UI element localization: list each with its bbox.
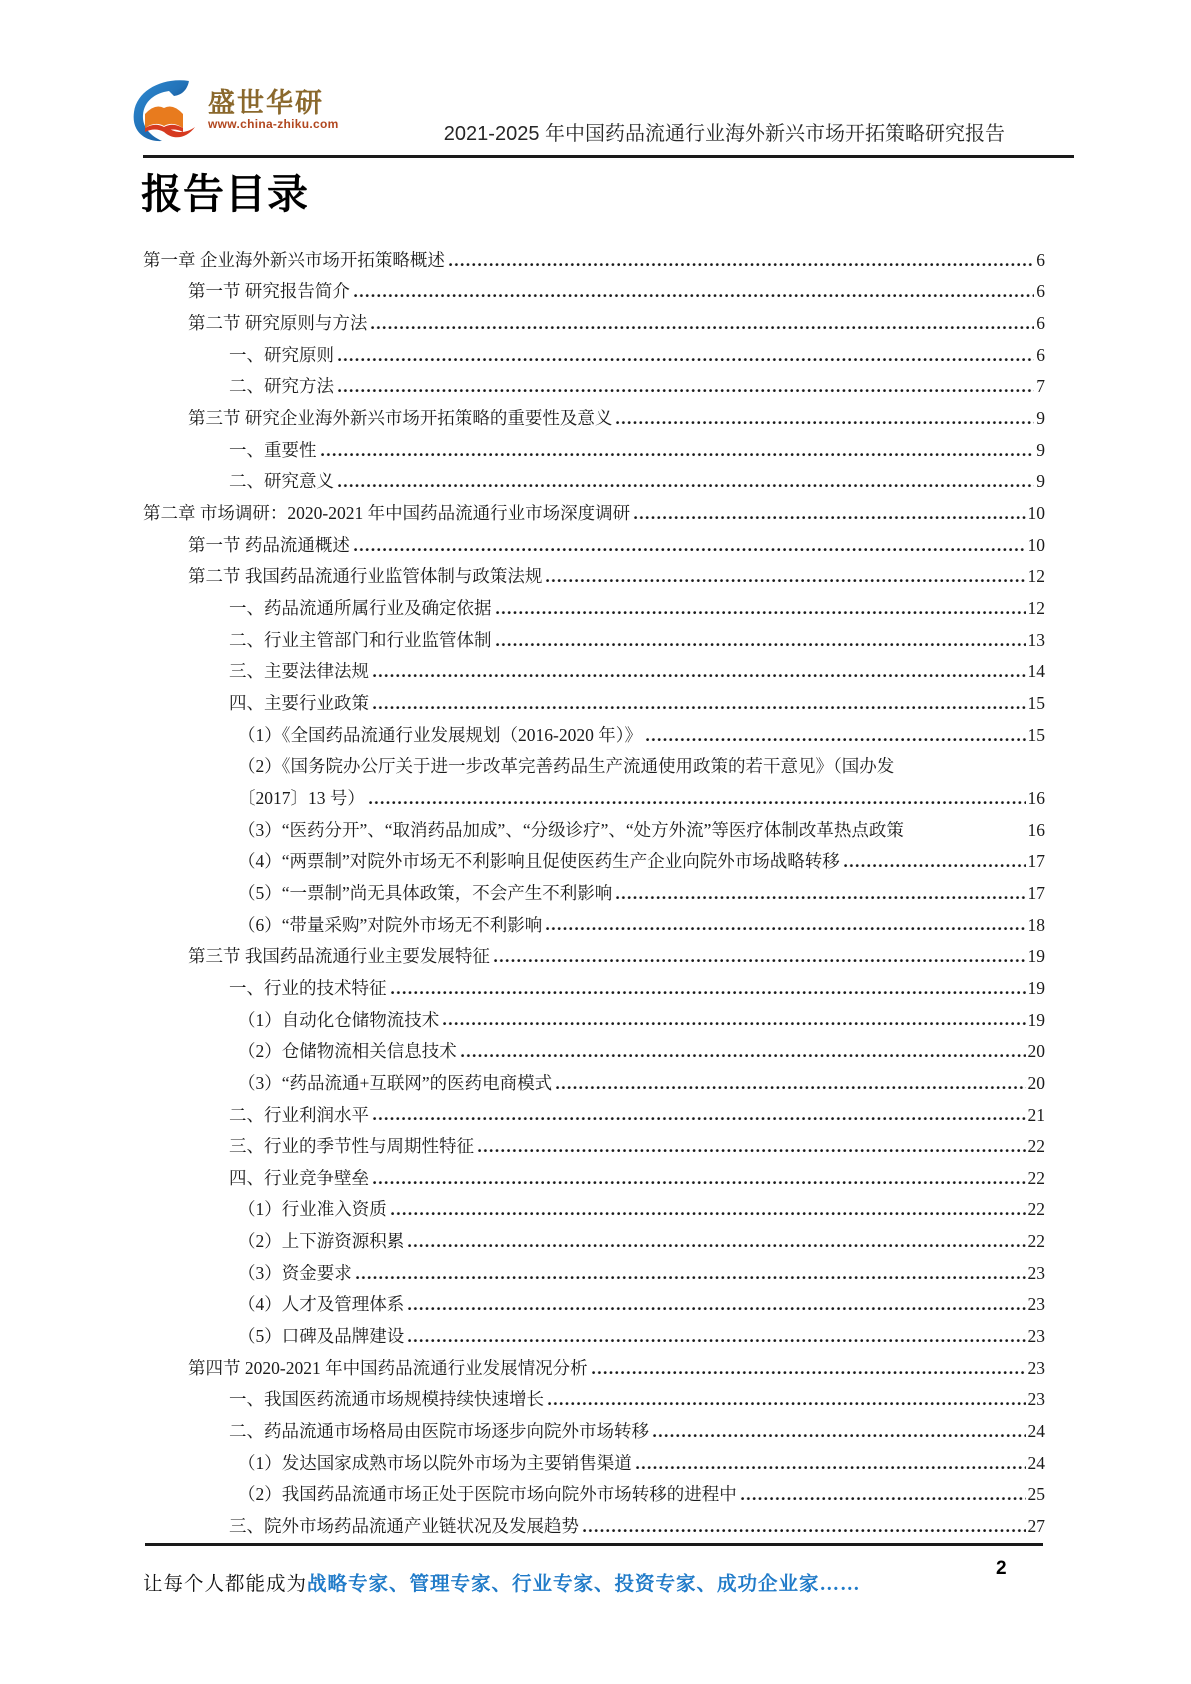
brand-url: www.china-zhiku.com bbox=[208, 116, 339, 131]
toc-page-number: 24 bbox=[1027, 1421, 1045, 1442]
toc-page-number: 9 bbox=[1036, 439, 1045, 460]
toc-page-number: 23 bbox=[1027, 1357, 1045, 1378]
toc-page-number: 17 bbox=[1027, 882, 1045, 903]
toc-entry-label: （3）资金要求 bbox=[238, 1262, 352, 1283]
toc-entry-label: （2）上下游资源积累 bbox=[238, 1231, 405, 1252]
toc-page-number: 6 bbox=[1036, 344, 1045, 365]
toc-leader-dots bbox=[356, 1276, 1026, 1280]
toc-entry bbox=[143, 1095, 1045, 1127]
toc-entry bbox=[143, 1411, 1045, 1443]
toc-entry bbox=[143, 557, 1045, 589]
toc-leader-dots bbox=[636, 1466, 1026, 1470]
footer-slogan-prefix: 让每个人都能成为 bbox=[143, 1574, 308, 1595]
toc-page-number: 20 bbox=[1027, 1072, 1045, 1093]
toc-entry bbox=[143, 1348, 1045, 1380]
toc-page-number: 6 bbox=[1036, 313, 1045, 334]
toc-entry bbox=[143, 936, 1045, 968]
toc-leader-dots bbox=[646, 738, 1026, 742]
toc-entry bbox=[143, 493, 1045, 525]
toc-page-number: 9 bbox=[1036, 471, 1045, 492]
toc-page-number: 6 bbox=[1036, 281, 1045, 302]
toc-entry-label: 第二节 我国药品流通行业监管体制与政策法规 bbox=[188, 566, 543, 587]
toc-entry bbox=[143, 810, 1045, 842]
toc-entry-label: 一、研究原则 bbox=[229, 344, 334, 365]
toc-entry-label: 一、重要性 bbox=[229, 439, 317, 460]
toc-entry-label: （2）仓储物流相关信息技术 bbox=[238, 1041, 457, 1062]
toc-leader-dots bbox=[494, 959, 1026, 963]
toc-entry-label: 第一节 药品流通概述 bbox=[188, 534, 350, 555]
toc-leader-dots bbox=[408, 1244, 1025, 1248]
toc-entry-label: （3）“医药分开”、“取消药品加成”、“分级诊疗”、“处方外流”等医疗体制改革热点政策 bbox=[238, 819, 904, 840]
toc-leader-dots bbox=[373, 1117, 1026, 1121]
toc-entry-label: （5）口碑及品牌建设 bbox=[238, 1326, 405, 1347]
toc-page-number: 6 bbox=[1036, 249, 1045, 270]
toc-entry bbox=[143, 841, 1045, 873]
toc-leader-dots bbox=[373, 1181, 1026, 1185]
toc-page-number: 23 bbox=[1027, 1389, 1045, 1410]
toc-entry-label: 三、院外市场药品流通产业链状况及发展趋势 bbox=[229, 1516, 579, 1537]
toc-leader-dots bbox=[338, 484, 1034, 488]
toc-entry-label: 第二章 市场调研：2020-2021 年中国药品流通行业市场深度调研 bbox=[143, 503, 631, 524]
toc-entry bbox=[143, 683, 1045, 715]
toc-page-number: 23 bbox=[1027, 1262, 1045, 1283]
toc-entry bbox=[143, 303, 1045, 335]
toc-entry-label: （6）“带量采购”对院外市场无不利影响 bbox=[238, 914, 543, 935]
toc-leader-dots bbox=[461, 1054, 1026, 1058]
toc-entry-label: 第一章 企业海外新兴市场开拓策略概述 bbox=[143, 249, 445, 270]
brand-name: 盛世华研 bbox=[208, 88, 324, 119]
toc-leader-dots bbox=[371, 326, 1034, 330]
footer-page-number: 2 bbox=[996, 1558, 1007, 1579]
toc-entry-label: 四、主要行业政策 bbox=[229, 692, 369, 713]
toc-leader-dots bbox=[844, 864, 1026, 868]
toc-entry bbox=[143, 398, 1045, 430]
page-title: 报告目录 bbox=[141, 171, 309, 217]
toc-entry-label: 一、药品流通所属行业及确定依据 bbox=[229, 598, 492, 618]
toc-entry bbox=[143, 335, 1045, 367]
toc-entry-label: 三、行业的季节性与周期性特征 bbox=[229, 1136, 474, 1157]
toc-entry bbox=[143, 1253, 1045, 1285]
toc-entry bbox=[143, 1221, 1045, 1253]
toc-page-number: 17 bbox=[1027, 851, 1045, 872]
toc-entry bbox=[143, 1285, 1045, 1317]
toc-page-number: 27 bbox=[1027, 1516, 1045, 1537]
toc-page-number: 12 bbox=[1027, 566, 1045, 587]
toc-entry-label: （1）自动化仓储物流技术 bbox=[238, 1009, 440, 1030]
toc-page-number: 12 bbox=[1027, 598, 1045, 618]
toc-entry-label: 第二节 研究原则与方法 bbox=[188, 313, 368, 334]
toc-entry-label: 二、药品流通市场格局由医院市场逐步向院外市场转移 bbox=[229, 1421, 649, 1442]
toc-page-number: 14 bbox=[1027, 661, 1045, 682]
toc-entry bbox=[143, 430, 1045, 462]
toc-page-number: 9 bbox=[1036, 408, 1045, 429]
toc-leader-dots bbox=[449, 263, 1034, 267]
toc-entry bbox=[143, 272, 1045, 304]
toc-entry bbox=[143, 968, 1045, 1000]
toc-entry bbox=[143, 905, 1045, 937]
toc-entry-label: （3）“药品流通+互联网”的医药电商模式 bbox=[238, 1072, 553, 1093]
report-title: 2021-2025 年中国药品流通行业海外新兴市场开拓策略研究报告 bbox=[443, 123, 1005, 145]
footer-slogan-highlight: 战略专家、管理专家、行业专家、投资专家、成功企业家…… bbox=[307, 1574, 861, 1595]
toc-leader-dots bbox=[443, 1022, 1025, 1026]
toc-leader-dots bbox=[354, 294, 1034, 298]
toc-entry-label: 二、研究意义 bbox=[229, 471, 334, 492]
toc-leader-dots bbox=[496, 611, 1026, 615]
toc-page-number: 19 bbox=[1027, 977, 1045, 998]
toc-leader-dots bbox=[496, 643, 1026, 647]
toc-page-number: 16 bbox=[1027, 819, 1045, 840]
toc-entry-label: 四、行业竞争壁垒 bbox=[229, 1167, 369, 1188]
toc-page-number: 15 bbox=[1027, 692, 1045, 713]
toc-page-number: 22 bbox=[1027, 1167, 1045, 1188]
toc-page-number: 23 bbox=[1027, 1294, 1045, 1315]
toc-leader-dots bbox=[583, 1529, 1026, 1533]
toc-entry-label: （4）人才及管理体系 bbox=[238, 1294, 405, 1315]
toc-entry-label: （5）“一票制”尚无具体政策，不会产生不利影响 bbox=[238, 882, 613, 903]
toc-entry bbox=[143, 240, 1045, 272]
toc-page-number: 24 bbox=[1027, 1452, 1045, 1473]
toc-entry bbox=[143, 1158, 1045, 1190]
toc-leader-dots bbox=[546, 927, 1025, 931]
toc-leader-dots bbox=[338, 389, 1034, 393]
toc-entry-label: 二、行业利润水平 bbox=[229, 1104, 369, 1125]
toc-entry bbox=[143, 620, 1045, 652]
toc-leader-dots bbox=[616, 421, 1034, 425]
toc-entry bbox=[143, 778, 1045, 810]
toc-entry bbox=[143, 1380, 1045, 1412]
toc-entry bbox=[143, 1316, 1045, 1348]
toc-entry bbox=[143, 715, 1045, 747]
toc-page-number: 13 bbox=[1027, 629, 1045, 650]
toc-entry bbox=[143, 462, 1045, 494]
toc-entry-label: 第四节 2020-2021 年中国药品流通行业发展情况分析 bbox=[188, 1357, 588, 1378]
toc-page-number: 25 bbox=[1027, 1484, 1045, 1505]
toc-page-number: 18 bbox=[1027, 914, 1045, 935]
toc-entry bbox=[143, 1506, 1045, 1538]
toc-leader-dots bbox=[592, 1371, 1026, 1375]
toc-page-number: 15 bbox=[1027, 724, 1045, 745]
toc-leader-dots bbox=[616, 896, 1025, 900]
toc-leader-space bbox=[908, 832, 1026, 836]
toc-leader-dots bbox=[373, 674, 1026, 678]
toc-entry bbox=[143, 1443, 1045, 1475]
toc-entry-label: （1）行业准入资质 bbox=[238, 1199, 387, 1220]
toc-entry bbox=[143, 1475, 1045, 1507]
toc-entry-label: 第一节 研究报告简介 bbox=[188, 281, 350, 302]
toc-leader-dots bbox=[408, 1339, 1025, 1343]
toc-leader-dots bbox=[369, 801, 1026, 805]
footer-slogan bbox=[143, 1568, 861, 1596]
toc-page-number: 22 bbox=[1027, 1199, 1045, 1220]
toc-leader-dots bbox=[548, 1402, 1026, 1406]
toc-entry-label: 一、行业的技术特征 bbox=[229, 977, 387, 998]
toc-entry bbox=[143, 1031, 1045, 1063]
toc-entry-label: 二、研究方法 bbox=[229, 376, 334, 397]
toc-entry-label: 第三节 我国药品流通行业主要发展特征 bbox=[188, 946, 490, 967]
toc-leader-dots bbox=[321, 453, 1035, 457]
toc-page-number: 19 bbox=[1027, 1009, 1045, 1030]
toc-leader-dots bbox=[478, 1149, 1026, 1153]
toc-entry-label: （4）“两票制”对院外市场无不利影响且促使医药生产企业向院外市场战略转移 bbox=[238, 851, 840, 872]
toc-page-number: 16 bbox=[1027, 787, 1045, 808]
toc-page-number: 22 bbox=[1027, 1231, 1045, 1252]
toc-entry-label: （2）我国药品流通市场正处于医院市场向院外市场转移的进程中 bbox=[238, 1484, 737, 1505]
toc-entry-label: 〔2017〕13 号） bbox=[238, 787, 365, 808]
toc-entry bbox=[143, 525, 1045, 557]
toc-leader-dots bbox=[741, 1497, 1026, 1501]
toc-page-number: 10 bbox=[1027, 503, 1045, 524]
toc-page-number: 10 bbox=[1027, 534, 1045, 555]
toc-entry-label: 三、主要法律法规 bbox=[229, 661, 369, 682]
toc-entry bbox=[143, 873, 1045, 905]
toc-leader-dots bbox=[373, 706, 1026, 710]
toc-page-number: 23 bbox=[1027, 1326, 1045, 1347]
toc-leader-dots bbox=[391, 1212, 1026, 1216]
footer-divider bbox=[145, 1543, 1043, 1546]
logo-book-swoosh-icon bbox=[131, 76, 201, 144]
toc-leader-dots bbox=[546, 579, 1025, 583]
toc-entry bbox=[143, 367, 1045, 399]
toc-entry bbox=[143, 747, 1045, 779]
toc-entry bbox=[143, 1000, 1045, 1032]
toc-entry-label: 一、我国医药流通市场规模持续快速增长 bbox=[229, 1389, 544, 1410]
toc-entry bbox=[143, 1190, 1045, 1222]
toc-page-number: 20 bbox=[1027, 1041, 1045, 1062]
toc-leader-dots bbox=[354, 548, 1026, 552]
toc-leader-space bbox=[898, 769, 1043, 773]
toc-page-number: 7 bbox=[1036, 376, 1045, 397]
toc-entry-label: 二、行业主管部门和行业监管体制 bbox=[229, 629, 492, 650]
toc-entry bbox=[143, 652, 1045, 684]
toc-entry bbox=[143, 1126, 1045, 1158]
toc-entry-label: 第三节 研究企业海外新兴市场开拓策略的重要性及意义 bbox=[188, 408, 613, 429]
toc-leader-dots bbox=[653, 1434, 1026, 1438]
toc bbox=[143, 240, 1045, 1538]
toc-page-number: 19 bbox=[1027, 946, 1045, 967]
toc-entry-label: （1）发达国家成熟市场以院外市场为主要销售渠道 bbox=[238, 1452, 632, 1473]
company-logo bbox=[131, 76, 339, 144]
toc-leader-dots bbox=[391, 991, 1026, 995]
toc-entry-label: （1）《全国药品流通行业发展规划（2016-2020 年）》 bbox=[238, 724, 642, 745]
toc-leader-dots bbox=[338, 358, 1034, 362]
toc-page-number: 21 bbox=[1027, 1104, 1045, 1125]
toc-entry bbox=[143, 588, 1045, 620]
toc-page-number: 22 bbox=[1027, 1136, 1045, 1157]
toc-entry-label: （2）《国务院办公厅关于进一步改革完善药品生产流通使用政策的若干意见》（国办发 bbox=[238, 756, 895, 777]
toc-entry bbox=[143, 1063, 1045, 1095]
toc-leader-dots bbox=[634, 516, 1025, 520]
header-divider bbox=[143, 155, 1074, 158]
toc-leader-dots bbox=[408, 1307, 1025, 1311]
toc-leader-dots bbox=[556, 1086, 1025, 1090]
